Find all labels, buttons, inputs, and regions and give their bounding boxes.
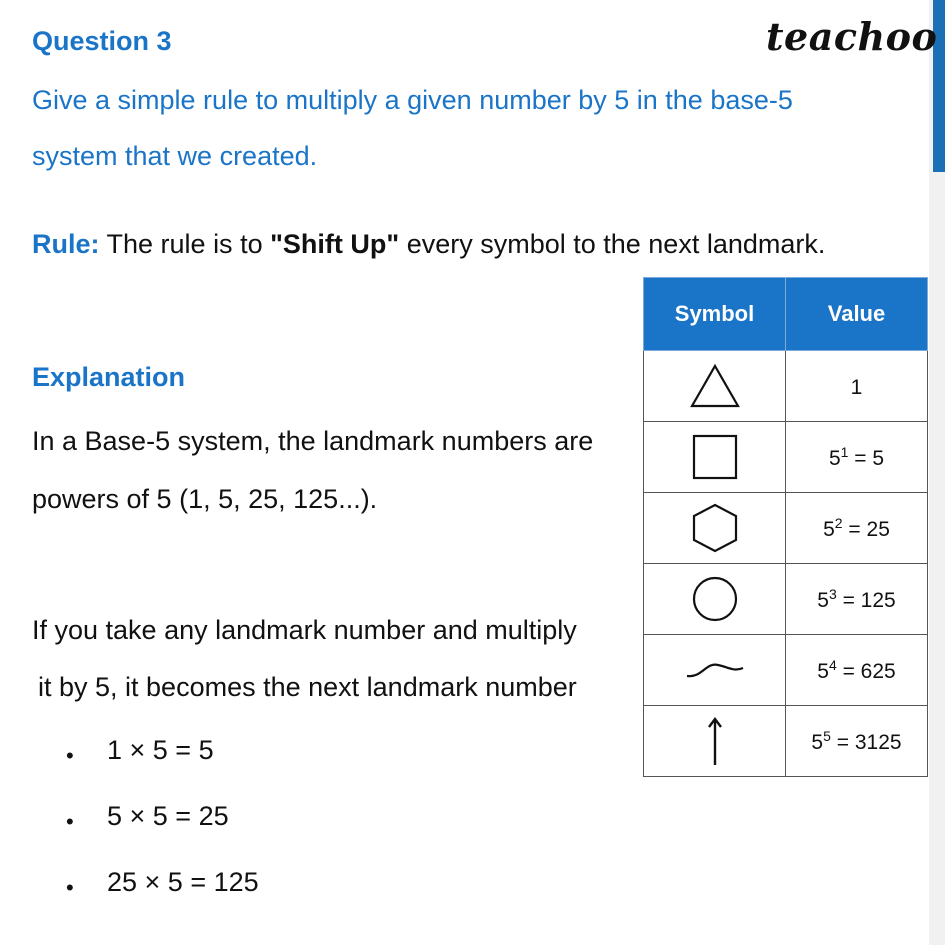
table-row [644,564,928,635]
paragraph-line-3: If you take any landmark number and multiply [32,615,577,645]
rule-text-before: The rule is to [99,229,271,259]
bullet-icon: • [66,809,74,834]
square-icon [644,422,786,493]
table-row [644,493,928,564]
header-value: Value [786,278,928,351]
value-cell: $5^5 = 3125$ [786,706,928,777]
value-cell: $5^4 = 625$ [786,635,928,706]
header-symbol: Symbol [644,278,786,351]
question-line-2: system that we created. [32,141,318,171]
wave-icon [644,635,786,706]
question-title: Question 3 [32,26,172,56]
paragraph-line-1: In a Base-5 system, the landmark numbers are [32,426,594,456]
scrollbar[interactable] [929,0,945,945]
table-row [644,351,928,422]
triangle-icon [644,351,786,422]
rule-emphasis: "Shift Up" [270,229,400,259]
symbol-value-table [643,277,928,777]
table-row [644,422,928,493]
bullet-icon: • [66,875,74,900]
value-cell: $5^3 = 125$ [786,564,928,635]
up-arrow-icon [644,706,786,777]
hexagon-icon [644,493,786,564]
question-line-1: Give a simple rule to multiply a given number by 5 in the base-5 [32,85,793,115]
rule-label: Rule: [32,229,100,259]
rule-text-after: every symbol to the next landmark. [399,229,826,259]
teachoo-logo: teachoo [766,14,938,59]
table-row [644,635,928,706]
explanation-heading: Explanation [32,362,186,392]
value-cell: $5^2 = 25$ [786,493,928,564]
paragraph-line-2: powers of 5 (1, 5, 25, 125...). [32,484,378,514]
value-cell: 1 [786,351,928,422]
circle-icon [644,564,786,635]
bullet-icon: • [66,743,74,768]
table-header-row [644,278,928,351]
value-cell: $5^1 = 5$ [786,422,928,493]
table-row [644,706,928,777]
rule-statement [32,229,825,260]
paragraph-line-4: it by 5, it becomes the next landmark number [38,672,577,702]
